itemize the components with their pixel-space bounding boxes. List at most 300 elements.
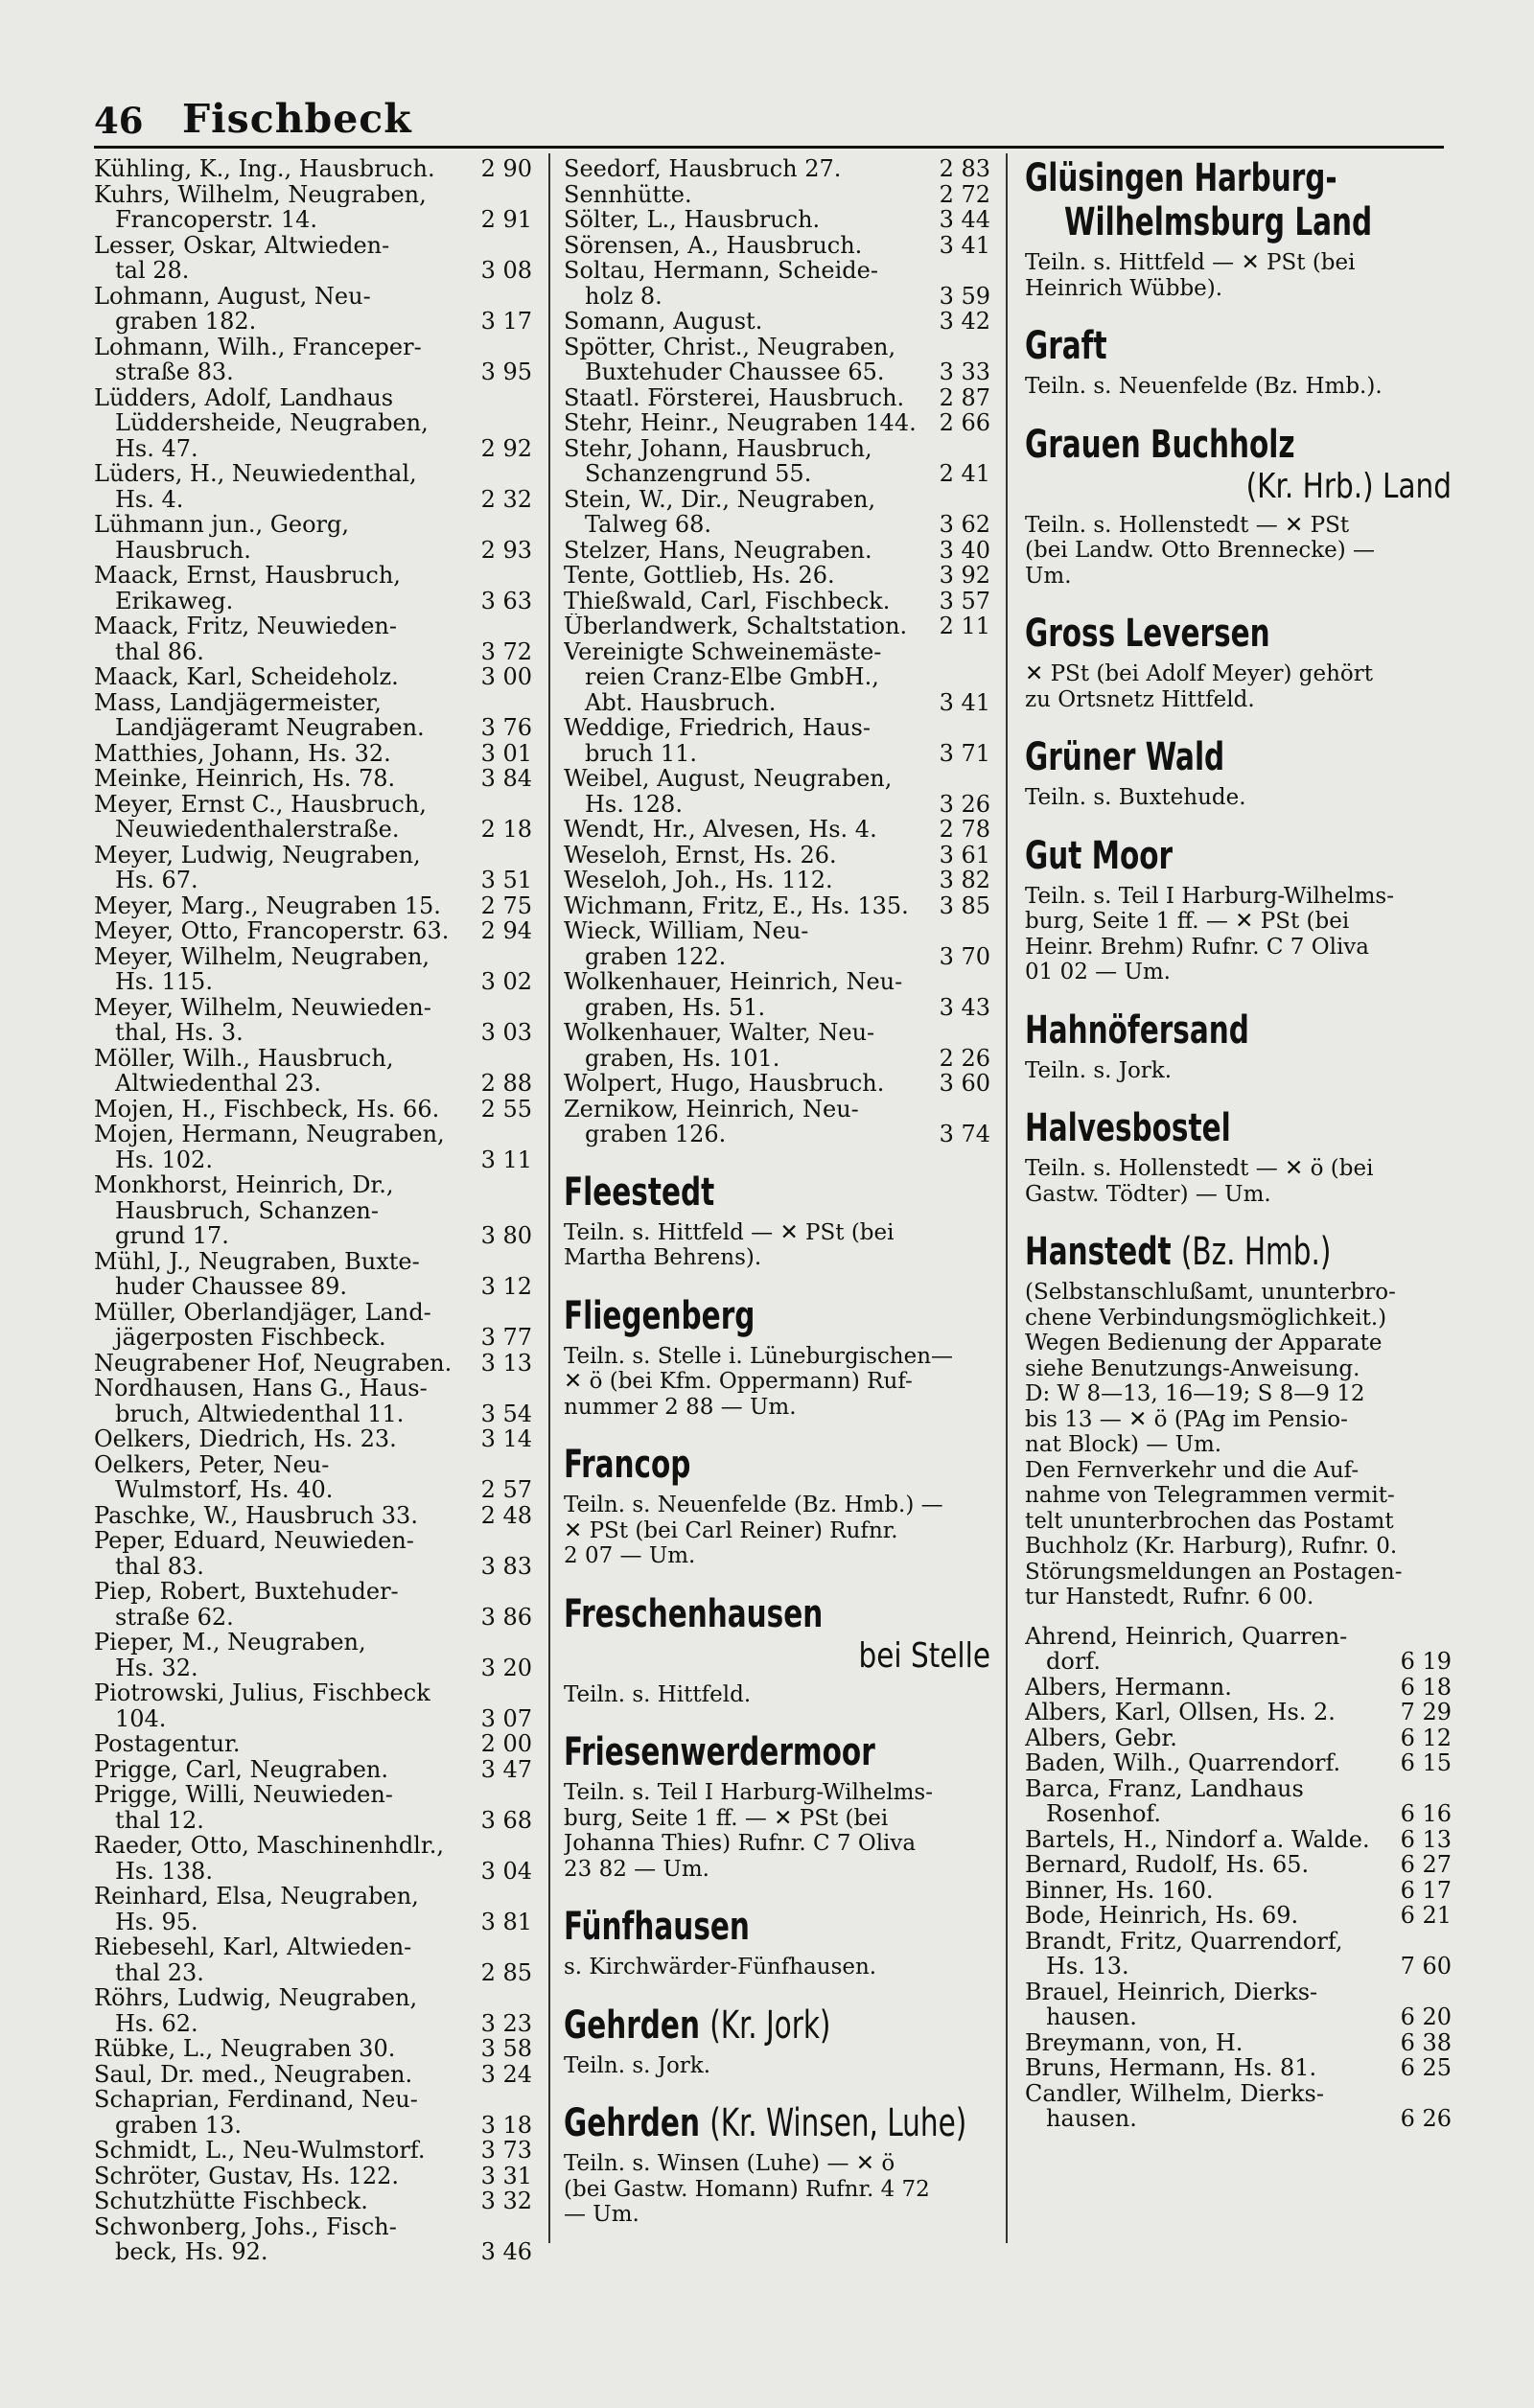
listing-entry bbox=[94, 1172, 532, 1249]
entry-continuation: holz 8. bbox=[585, 283, 662, 309]
phone-number: 3 57 bbox=[936, 589, 990, 614]
phone-number: 3 32 bbox=[477, 2188, 532, 2214]
place-info-line: Wegen Bedienung der Apparate bbox=[1025, 1331, 1383, 1355]
listing-entry bbox=[94, 2214, 532, 2265]
phone-number: 6 12 bbox=[1397, 1725, 1452, 1751]
place-info-line: Teiln. s. Teil I Harburg-Wilhelms- bbox=[1025, 883, 1394, 909]
phone-number: 2 48 bbox=[477, 1503, 532, 1529]
phone-number: 3 12 bbox=[477, 1274, 532, 1300]
listing-entry bbox=[94, 1249, 532, 1300]
listing-entry bbox=[94, 843, 532, 893]
entry-name: Barca, Franz, Landhaus bbox=[1025, 1775, 1304, 1801]
phone-number: 2 66 bbox=[936, 410, 990, 436]
entry-name: Ahrend, Heinrich, Quarren- bbox=[1025, 1623, 1348, 1649]
phone-number: 3 84 bbox=[477, 766, 532, 792]
place-name: Grüner Wald bbox=[1025, 735, 1225, 779]
listing-entry bbox=[564, 715, 990, 766]
place-info-line: Teiln. s. Hittfeld — ✕ PSt (bei bbox=[1025, 250, 1356, 275]
place-heading bbox=[564, 1592, 914, 1636]
entry-name: Röhrs, Ludwig, Neugraben, bbox=[94, 1985, 418, 2011]
entry-name: Lesser, Oskar, Altwieden- bbox=[94, 232, 390, 258]
entry-continuation: Hs. 95. bbox=[115, 1909, 198, 1934]
entry-continuation: Hs. 115. bbox=[115, 969, 213, 995]
entry-continuation: jägerposten Fischbeck. bbox=[115, 1325, 386, 1351]
phone-number: 3 74 bbox=[936, 1122, 990, 1147]
phone-number: 3 24 bbox=[477, 2062, 532, 2088]
entry-name: Bruns, Hermann, Hs. 81. bbox=[1025, 2055, 1317, 2081]
place-info-line: Teiln. s. Hollenstedt — ✕ PSt bbox=[1025, 512, 1350, 538]
place-info-line: tur Hanstedt, Rufnr. 6 00. bbox=[1025, 1585, 1314, 1609]
place-info bbox=[1025, 661, 1452, 712]
entry-continuation: thal 23. bbox=[115, 1959, 204, 1985]
listing-entry bbox=[94, 1934, 532, 1985]
place-info-line: Gastw. Tödter) — Um. bbox=[1025, 1181, 1271, 1207]
phone-number: 3 07 bbox=[477, 1706, 532, 1732]
listing-entry bbox=[94, 233, 532, 284]
entry-continuation: Hs. 62. bbox=[115, 2010, 198, 2036]
entry-name: Meyer, Ernst C., Hausbruch, bbox=[94, 791, 427, 817]
entry-name: Albers, Hermann. bbox=[1025, 1674, 1232, 1700]
place-info-line: D: W 8—13, 16—19; S 8—9 12 bbox=[1025, 1381, 1365, 1406]
entry-name: Monkhorst, Heinrich, Dr., bbox=[94, 1172, 394, 1198]
listing-entry bbox=[94, 614, 532, 664]
entry-continuation: graben 182. bbox=[115, 309, 257, 335]
listing-entry bbox=[94, 563, 532, 614]
entry-name: Schaprian, Ferdinand, Neu- bbox=[94, 2087, 418, 2113]
phone-number: 3 40 bbox=[936, 538, 990, 564]
entry-name: Überlandwerk, Schaltstation. bbox=[564, 614, 908, 639]
place-info bbox=[1025, 374, 1452, 400]
place-info bbox=[1025, 1280, 1452, 1610]
listing-entry bbox=[94, 2138, 532, 2164]
entry-continuation: Hausbruch, Schanzen- bbox=[115, 1197, 379, 1223]
entry-name: Peper, Eduard, Neuwieden- bbox=[94, 1528, 414, 1554]
phone-number: 2 55 bbox=[477, 1097, 532, 1123]
entry-name: Neugrabener Hof, Neugraben. bbox=[94, 1350, 453, 1376]
entry-name: Stein, W., Dir., Neugraben, bbox=[564, 486, 876, 512]
entry-name: Albers, Gebr. bbox=[1025, 1725, 1177, 1750]
place-info-line: Teiln. s. Jork. bbox=[1025, 1057, 1173, 1083]
listing-entry bbox=[94, 2188, 532, 2214]
place-info-line: Buchholz (Kr. Harburg), Rufnr. 0. bbox=[1025, 1534, 1398, 1559]
entry-name: Mass, Landjägermeister, bbox=[94, 689, 382, 715]
listing-entry bbox=[564, 309, 990, 335]
phone-number: 3 85 bbox=[936, 893, 990, 919]
entry-list bbox=[564, 156, 990, 1147]
phone-number: 2 00 bbox=[477, 1731, 532, 1757]
phone-number: 2 26 bbox=[936, 1046, 990, 1072]
entry-name: Müller, Oberlandjäger, Land- bbox=[94, 1299, 431, 1325]
phone-number: 2 32 bbox=[477, 487, 532, 513]
phone-number: 3 13 bbox=[477, 1351, 532, 1377]
listing-entry bbox=[564, 207, 990, 233]
entry-continuation: straße 83. bbox=[115, 359, 234, 385]
listing-entry bbox=[94, 1046, 532, 1097]
phone-number: 3 04 bbox=[477, 1859, 532, 1885]
place-info-line: (Selbstanschlußamt, ununterbro- bbox=[1025, 1280, 1396, 1305]
place-info-line: ✕ ö (bei Kfm. Oppermann) Ruf- bbox=[564, 1369, 913, 1394]
place-info bbox=[564, 2151, 990, 2228]
place-name: Halvesbostel bbox=[1025, 1106, 1231, 1150]
phone-number: 3 73 bbox=[477, 2138, 532, 2164]
listing-entry bbox=[94, 1426, 532, 1452]
page-header bbox=[94, 96, 1444, 149]
entry-name: Lohmann, Wilh., Franceper- bbox=[94, 334, 422, 359]
phone-number: 2 78 bbox=[936, 817, 990, 843]
phone-number: 3 47 bbox=[477, 1757, 532, 1783]
place-info-line: Teiln. s. Neuenfelde (Bz. Hmb.). bbox=[1025, 374, 1383, 399]
listing-entry bbox=[564, 639, 990, 716]
page-number: 46 bbox=[94, 100, 144, 142]
place-heading bbox=[1025, 612, 1375, 656]
place-info-line: siehe Benutzungs-Anweisung. bbox=[1025, 1355, 1360, 1381]
listing-entry bbox=[94, 944, 532, 995]
listing-entry bbox=[94, 385, 532, 462]
entry-name: Rübke, L., Neugraben 30. bbox=[94, 2036, 396, 2062]
place-info-line: Teiln. s. Neuenfelde (Bz. Hmb.) — bbox=[564, 1493, 943, 1517]
entry-name: Mühl, J., Neugraben, Buxte- bbox=[94, 1248, 420, 1274]
phone-number: 3 44 bbox=[936, 207, 990, 233]
entry-name: Wolkenhauer, Walter, Neu- bbox=[564, 1020, 875, 1046]
entry-name: Vereinigte Schweinemäste- bbox=[564, 638, 882, 664]
entry-continuation: Hs. 67. bbox=[115, 868, 198, 893]
listing-entry bbox=[94, 918, 532, 944]
phone-number: 3 63 bbox=[477, 589, 532, 614]
entry-name: Oelkers, Peter, Neu- bbox=[94, 1451, 330, 1477]
phone-number: 3 01 bbox=[477, 741, 532, 767]
entry-continuation: Erikaweg. bbox=[115, 588, 234, 614]
entry-name: Möller, Wilh., Hausbruch, bbox=[94, 1045, 394, 1071]
place-info-line: Teiln. s. Stelle i. Lüneburgischen— bbox=[564, 1343, 954, 1369]
listing-entry bbox=[564, 538, 990, 564]
listing-entry bbox=[94, 792, 532, 843]
place-heading bbox=[1025, 423, 1375, 467]
listing-entry bbox=[94, 1630, 532, 1680]
place-info-line: Den Fernverkehr und die Auf- bbox=[1025, 1457, 1360, 1483]
phone-number: 3 11 bbox=[477, 1147, 532, 1173]
listing-entry bbox=[1025, 1750, 1452, 1776]
phone-number: 3 31 bbox=[477, 2164, 532, 2189]
place-location-note: bei Stelle bbox=[858, 1635, 990, 1676]
entry-name: Schröter, Gustav, Hs. 122. bbox=[94, 2163, 400, 2188]
place-name: Francop bbox=[564, 1443, 691, 1487]
listing-entry bbox=[564, 335, 990, 385]
place-info-line: burg, Seite 1 ff. — ✕ PSt (bei bbox=[1025, 909, 1350, 934]
listing-entry bbox=[564, 1020, 990, 1071]
listing-entry bbox=[94, 893, 532, 919]
entry-name: Wichmann, Fritz, E., Hs. 135. bbox=[564, 892, 909, 918]
phone-number: 2 93 bbox=[477, 538, 532, 564]
entry-name: Binner, Hs. 160. bbox=[1025, 1877, 1214, 1903]
entry-name: Stehr, Heinr., Neugraben 144. bbox=[564, 410, 917, 436]
place-name: Fünfhausen bbox=[564, 1905, 750, 1949]
place-info-line: zu Ortsnetz Hittfeld. bbox=[1025, 686, 1255, 712]
listing-entry bbox=[94, 461, 532, 512]
entry-name: Meyer, Ludwig, Neugraben, bbox=[94, 842, 421, 868]
place-name: Gut Moor bbox=[1025, 833, 1174, 878]
entry-continuation: Lüddersheide, Neugraben, bbox=[115, 410, 429, 436]
phone-number: 3 26 bbox=[936, 792, 990, 818]
place-info bbox=[564, 1780, 990, 1882]
listing-entry bbox=[94, 1452, 532, 1503]
entry-name: Bode, Heinrich, Hs. 69. bbox=[1025, 1903, 1299, 1929]
entry-continuation: Rosenhof. bbox=[1046, 1801, 1162, 1827]
place-info-line: nahme von Telegrammen vermit- bbox=[1025, 1483, 1395, 1508]
entry-name: Weseloh, Joh., Hs. 112. bbox=[564, 868, 833, 893]
listing-entry bbox=[1025, 1624, 1452, 1675]
place-info bbox=[564, 1493, 990, 1569]
phone-number: 3 18 bbox=[477, 2113, 532, 2139]
entry-name: Mojen, H., Fischbeck, Hs. 66. bbox=[94, 1096, 440, 1122]
listing-entry bbox=[94, 182, 532, 233]
entry-name: Brandt, Fritz, Quarrendorf, bbox=[1025, 1928, 1343, 1954]
entry-name: Lühmann jun., Georg, bbox=[94, 512, 349, 538]
entry-name: Meyer, Marg., Neugraben 15. bbox=[94, 892, 441, 918]
entry-continuation: Hs. 102. bbox=[115, 1146, 213, 1172]
entry-continuation: thal 83. bbox=[115, 1553, 204, 1579]
entry-name: Piotrowski, Julius, Fischbeck bbox=[94, 1680, 430, 1706]
place-heading bbox=[564, 2003, 914, 2048]
entry-name: Matthies, Johann, Hs. 32. bbox=[94, 740, 391, 766]
place-info-line: telt ununterbrochen das Postamt bbox=[1025, 1508, 1394, 1534]
entry-name: Bernard, Rudolf, Hs. 65. bbox=[1025, 1852, 1310, 1878]
place-info-line: Johanna Thies) Rufnr. C 7 Oliva bbox=[564, 1831, 917, 1856]
entry-name: Piep, Robert, Buxtehuder- bbox=[94, 1579, 399, 1605]
place-info bbox=[564, 1955, 990, 1980]
phone-number: 3 76 bbox=[477, 715, 532, 741]
phone-number: 2 88 bbox=[477, 1071, 532, 1097]
phone-number: 3 71 bbox=[936, 741, 990, 767]
entry-continuation: Talweg 68. bbox=[585, 512, 712, 538]
entry-name: Kuhrs, Wilhelm, Neugraben, bbox=[94, 181, 427, 207]
place-info-line: Teiln. s. Hittfeld — ✕ PSt (bei bbox=[564, 1219, 895, 1245]
listing-entry bbox=[564, 868, 990, 893]
place-info-line: ✕ PSt (bei Carl Reiner) Rufnr. bbox=[564, 1517, 898, 1543]
place-heading bbox=[564, 1294, 914, 1338]
phone-number: 3 43 bbox=[936, 995, 990, 1021]
listing-entry bbox=[564, 182, 990, 208]
listing-entry bbox=[1025, 1903, 1452, 1929]
place-info bbox=[564, 1344, 990, 1421]
place-heading bbox=[564, 1905, 914, 1949]
place-info-line: Störungsmeldungen an Postagen- bbox=[1025, 1559, 1403, 1585]
entry-continuation: thal, Hs. 3. bbox=[115, 1020, 244, 1046]
phone-number: 6 13 bbox=[1397, 1827, 1452, 1853]
phone-number: 7 60 bbox=[1397, 1954, 1452, 1980]
listing-entry bbox=[1025, 1700, 1452, 1725]
place-info-line: (bei Gastw. Homann) Rufnr. 4 72 bbox=[564, 2176, 930, 2202]
listing-entry bbox=[564, 918, 990, 969]
entry-name: Meyer, Wilhelm, Neugraben, bbox=[94, 943, 430, 969]
place-info-line: (bei Landw. Otto Brennecke) — bbox=[1025, 538, 1376, 563]
place-heading bbox=[1025, 324, 1375, 368]
listing-entry bbox=[94, 1782, 532, 1833]
listing-entry bbox=[94, 1300, 532, 1351]
phone-number: 3 42 bbox=[936, 309, 990, 335]
entry-name: Candler, Wilhelm, Dierks- bbox=[1025, 2080, 1324, 2106]
entry-name: Kühling, K., Ing., Hausbruch. bbox=[94, 156, 435, 182]
place-info-line: nummer 2 88 — Um. bbox=[564, 1394, 797, 1420]
phone-number: 3 68 bbox=[477, 1808, 532, 1834]
place-info-line: Martha Behrens). bbox=[564, 1245, 762, 1270]
place-info-line: ✕ PSt (bei Adolf Meyer) gehört bbox=[1025, 661, 1373, 686]
phone-number: 2 90 bbox=[477, 156, 532, 182]
entry-name: Baden, Wilh., Quarrendorf. bbox=[1025, 1750, 1341, 1776]
entry-name: Stehr, Johann, Hausbruch, bbox=[564, 435, 872, 461]
place-name: Hahnöfersand bbox=[1025, 1007, 1249, 1053]
phone-number: 6 27 bbox=[1397, 1852, 1452, 1878]
entry-name: Somann, August. bbox=[564, 309, 763, 335]
entry-name: Maack, Fritz, Neuwieden- bbox=[94, 614, 397, 639]
place-info-line: Heinrich Wübbe). bbox=[1025, 275, 1223, 301]
phone-number: 3 86 bbox=[477, 1605, 532, 1631]
entry-name: Tente, Gottlieb, Hs. 26. bbox=[564, 563, 835, 589]
place-info-line: Heinr. Brehm) Rufnr. C 7 Oliva bbox=[1025, 934, 1370, 960]
listing-entry bbox=[94, 741, 532, 767]
place-info-line: Teiln. s. Teil I Harburg-Wilhelms- bbox=[564, 1780, 933, 1805]
phone-number: 3 60 bbox=[936, 1071, 990, 1097]
entry-continuation: graben, Hs. 51. bbox=[585, 994, 766, 1020]
entry-continuation: straße 62. bbox=[115, 1604, 234, 1630]
place-qualifier: (Kr. Winsen, Luhe) bbox=[709, 2101, 967, 2145]
listing-entry bbox=[94, 1680, 532, 1731]
entry-continuation: Schanzengrund 55. bbox=[585, 461, 812, 487]
listing-entry bbox=[564, 563, 990, 589]
listing-entry bbox=[1025, 2081, 1452, 2132]
entry-name: Maack, Ernst, Hausbruch, bbox=[94, 563, 401, 589]
phone-number: 6 15 bbox=[1397, 1750, 1452, 1776]
phone-number: 3 72 bbox=[477, 639, 532, 665]
entry-name: Thießwald, Carl, Fischbeck. bbox=[564, 588, 891, 614]
entry-continuation: Francoperstr. 14. bbox=[115, 207, 318, 233]
place-info bbox=[1025, 1156, 1452, 1207]
place-info-line: 01 02 — Um. bbox=[1025, 960, 1171, 984]
place-heading bbox=[1025, 1106, 1375, 1150]
place-info-line: Teiln. s. Winsen (Luhe) — ✕ ö bbox=[564, 2151, 895, 2176]
entry-name: Weibel, August, Neugraben, bbox=[564, 766, 893, 792]
phone-number: 3 33 bbox=[936, 359, 990, 385]
place-info bbox=[1025, 250, 1452, 301]
entry-name: Brauel, Heinrich, Dierks- bbox=[1025, 1979, 1318, 2004]
phone-number: 2 92 bbox=[477, 436, 532, 462]
entry-continuation: tal 28. bbox=[115, 258, 190, 284]
phone-number: 6 18 bbox=[1397, 1675, 1452, 1701]
entry-continuation: Buxtehuder Chaussee 65. bbox=[585, 359, 885, 385]
place-list bbox=[1025, 156, 1452, 1610]
column-1 bbox=[94, 156, 532, 2265]
entry-name: Postagentur. bbox=[94, 1731, 241, 1757]
entry-continuation: hausen. bbox=[1046, 2106, 1137, 2132]
listing-entry bbox=[1025, 1878, 1452, 1904]
entry-continuation: grund 17. bbox=[115, 1223, 229, 1249]
phone-number: 3 23 bbox=[477, 2011, 532, 2037]
entry-name: Schmidt, L., Neu-Wulmstorf. bbox=[94, 2138, 426, 2164]
place-heading bbox=[564, 1730, 914, 1774]
entry-name: Maack, Karl, Scheideholz. bbox=[94, 664, 399, 690]
place-info-line: Teiln. s. Buxtehude. bbox=[1025, 785, 1246, 810]
listing-entry bbox=[564, 817, 990, 843]
place-info-line: 23 82 — Um. bbox=[564, 1856, 709, 1882]
listing-entry bbox=[94, 335, 532, 385]
listing-entry bbox=[94, 1503, 532, 1529]
phone-number: 6 20 bbox=[1397, 2004, 1452, 2030]
phone-number: 2 87 bbox=[936, 385, 990, 411]
place-info-line: s. Kirchwärder-Fünfhausen. bbox=[564, 1955, 877, 1980]
entry-continuation: graben 122. bbox=[585, 943, 727, 969]
place-name: Grauen Buchholz bbox=[1025, 422, 1295, 467]
place-heading bbox=[564, 1170, 914, 1215]
listing-entry bbox=[94, 2062, 532, 2088]
listing-entry bbox=[564, 1071, 990, 1097]
phone-number: 6 19 bbox=[1397, 1649, 1452, 1675]
phone-number: 2 72 bbox=[936, 182, 990, 208]
place-heading bbox=[1025, 735, 1375, 779]
listing-entry bbox=[564, 156, 990, 182]
entry-name: Schwonberg, Johs., Fisch- bbox=[94, 2213, 397, 2239]
listing-entry bbox=[564, 258, 990, 309]
phone-number: 3 58 bbox=[477, 2036, 532, 2062]
column-3 bbox=[1025, 156, 1452, 2132]
phone-number: 3 41 bbox=[936, 233, 990, 259]
entry-continuation: thal 12. bbox=[115, 1807, 204, 1833]
entry-name: Bartels, H., Nindorf a. Walde. bbox=[1025, 1826, 1370, 1852]
place-qualifier: (Kr. Jork) bbox=[709, 2003, 831, 2048]
listing-entry bbox=[94, 1579, 532, 1630]
listing-entry bbox=[1025, 1852, 1452, 1878]
phone-number: 6 26 bbox=[1397, 2106, 1452, 2132]
entry-continuation: huder Chaussee 89. bbox=[115, 1274, 348, 1300]
place-info-line: Teiln. s. Hittfeld. bbox=[564, 1681, 752, 1707]
listing-entry bbox=[564, 410, 990, 436]
phone-number: 2 85 bbox=[477, 1960, 532, 1986]
entry-name: Lohmann, August, Neu- bbox=[94, 283, 371, 309]
listing-entry bbox=[564, 233, 990, 259]
place-name: Friesenwerdermoor bbox=[564, 1730, 875, 1774]
phone-number: 3 70 bbox=[936, 944, 990, 970]
phone-number: 7 29 bbox=[1397, 1700, 1452, 1725]
listing-entry bbox=[564, 436, 990, 487]
place-info bbox=[1025, 1058, 1452, 1084]
place-name: Graft bbox=[1025, 324, 1107, 368]
place-name: Gehrden bbox=[564, 2101, 700, 2145]
entry-name: Meyer, Wilhelm, Neuwieden- bbox=[94, 994, 431, 1020]
phone-number: 2 83 bbox=[936, 156, 990, 182]
entry-continuation: thal 86. bbox=[115, 638, 204, 664]
entry-continuation: hausen. bbox=[1046, 2004, 1137, 2030]
entry-continuation: Wulmstorf, Hs. 40. bbox=[115, 1477, 334, 1503]
entry-name: Soltau, Hermann, Scheide- bbox=[564, 258, 878, 284]
entry-continuation: reien Cranz-Elbe GmbH., bbox=[585, 664, 879, 690]
phone-number: 3 20 bbox=[477, 1656, 532, 1681]
listing-entry bbox=[1025, 1725, 1452, 1751]
place-heading bbox=[564, 2101, 967, 2145]
phone-number: 3 46 bbox=[477, 2239, 532, 2265]
entry-name: Spötter, Christ., Neugraben, bbox=[564, 334, 896, 359]
listing-entry bbox=[1025, 1827, 1452, 1853]
phone-number: 6 38 bbox=[1397, 2030, 1452, 2056]
entry-name: Weseloh, Ernst, Hs. 26. bbox=[564, 842, 837, 868]
place-name: Hanstedt bbox=[1025, 1230, 1172, 1274]
entry-continuation: dorf. bbox=[1046, 1649, 1101, 1675]
phone-number: 3 02 bbox=[477, 969, 532, 995]
phone-number: 6 16 bbox=[1397, 1801, 1452, 1827]
entry-continuation: Neuwiedenthalerstraße. bbox=[115, 817, 400, 843]
entry-continuation: graben, Hs. 101. bbox=[585, 1045, 780, 1071]
place-list bbox=[564, 1170, 990, 2228]
listing-entry bbox=[94, 1985, 532, 2036]
entry-name: Sölter, L., Hausbruch. bbox=[564, 207, 821, 233]
entry-continuation: bruch, Altwiedenthal 11. bbox=[115, 1401, 405, 1426]
